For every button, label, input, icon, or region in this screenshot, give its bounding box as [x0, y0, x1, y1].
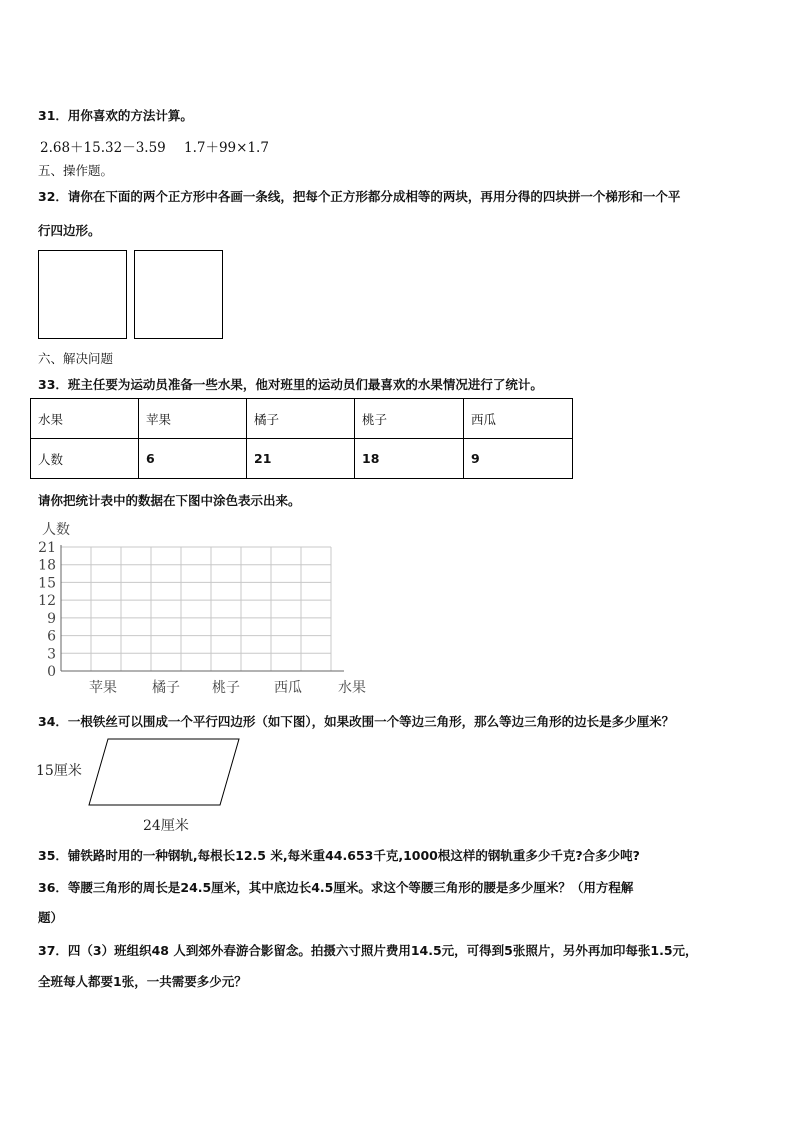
table-cell: 21	[247, 439, 355, 479]
y-tick-label: 15	[38, 575, 56, 592]
q31-title: 31．用你喜欢的方法计算。	[38, 108, 193, 123]
table-header-cell: 水果	[31, 399, 139, 439]
q37-text-line1: 37．四（3）班组织48 人到郊外春游合影留念。拍摄六寸照片费用14.5元，可得到5张照片，另外再加印每张1.5元，	[38, 943, 698, 958]
parallelogram-shape	[89, 739, 239, 805]
q36-text-line2: 题）	[38, 910, 64, 925]
section-6-heading: 六、解决问题	[38, 351, 114, 366]
table-header-cell: 西瓜	[464, 399, 573, 439]
y-tick-label: 3	[47, 646, 56, 663]
table-cell: 6	[139, 439, 247, 479]
q31-expression-2: 1.7＋99×1.7	[184, 140, 269, 156]
side-length-label: 15厘米	[36, 763, 82, 779]
q32-text-line2: 行四边形。	[38, 223, 101, 238]
x-category-label: 桃子	[212, 680, 240, 696]
q34-title: 34．一根铁丝可以围成一个平行四边形（如下图），如果改围一个等边三角形，那么等边三角形的边长是多少厘米？	[38, 714, 675, 729]
y-axis-label: 人数	[42, 522, 70, 538]
q32-text-line1: 32．请你在下面的两个正方形中各画一条线，把每个正方形都分成相等的两块，再用分得的四块拼一个梯形和一个平	[38, 189, 681, 204]
y-tick-label: 12	[38, 593, 56, 610]
q37-text-line2: 全班每人都要1张，一共需要多少元？	[38, 974, 247, 989]
table-cell: 18	[355, 439, 464, 479]
q33-instruction: 请你把统计表中的数据在下图中涂色表示出来。	[38, 493, 301, 508]
q31-expression-1: 2.68＋15.32－3.59	[40, 140, 166, 156]
table-cell: 9	[464, 439, 573, 479]
section-5-heading: 五、操作题。	[38, 163, 114, 178]
y-tick-label: 18	[38, 557, 56, 574]
table-header-cell: 桃子	[355, 399, 464, 439]
y-tick-label: 21	[38, 540, 56, 556]
x-category-label: 苹果	[89, 680, 117, 696]
q35-text: 35．铺铁路时用的一种钢轨,每根长12.5 米,每米重44.653千克,1000根这样的钢轨重多少千克?合多少吨?	[38, 848, 640, 863]
table-row-label: 人数	[31, 439, 139, 479]
table-header-cell: 苹果	[139, 399, 247, 439]
q36-text-line1: 36．等腰三角形的周长是24.5厘米，其中底边长4.5厘米。求这个等腰三角形的腰是多少厘米？（用方程解	[38, 880, 634, 895]
x-category-label: 橘子	[152, 680, 180, 696]
base-length-label: 24厘米	[143, 818, 189, 834]
y-tick-label: 9	[47, 610, 56, 627]
y-tick-label: 6	[47, 628, 56, 645]
x-axis-label: 水果	[338, 680, 366, 696]
q33-title: 33．班主任要为运动员准备一些水果，他对班里的运动员们最喜欢的水果情况进行了统计。	[38, 377, 543, 392]
y-tick-label: 0	[47, 664, 56, 680]
table-header-cell: 橘子	[247, 399, 355, 439]
x-category-label: 西瓜	[274, 680, 302, 696]
